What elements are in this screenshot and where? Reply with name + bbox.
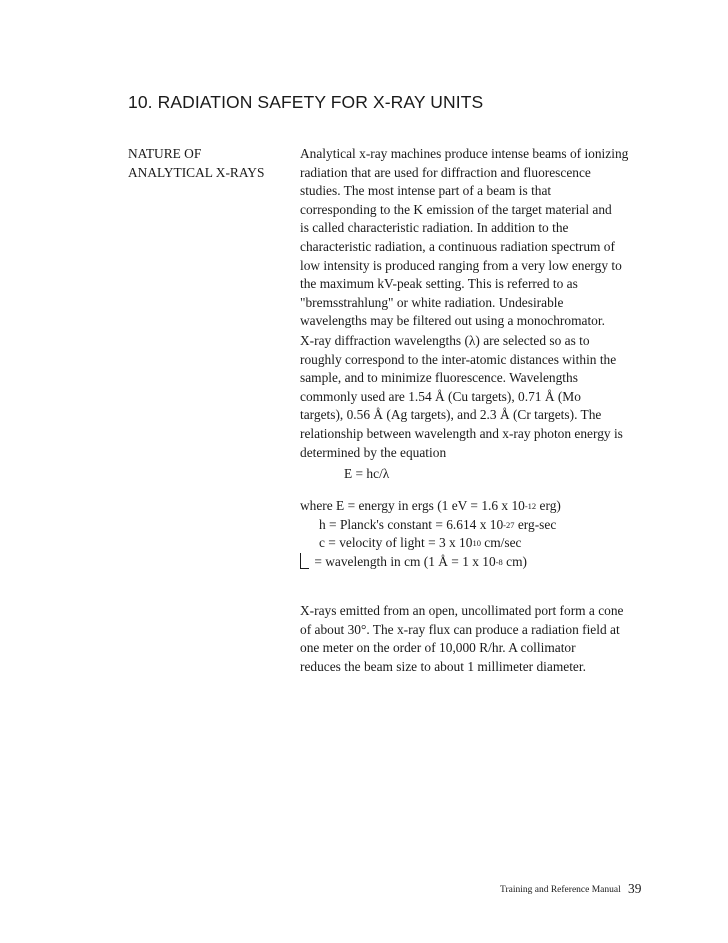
text-line: roughly correspond to the inter-atomic distances within the xyxy=(300,351,617,367)
text-line: corresponding to the K emission of the target material and xyxy=(300,201,612,217)
definition-energy: where E = energy in ergs (1 eV = 1.6 x 10-12 erg) xyxy=(300,498,561,513)
text-line: determined by the equation xyxy=(300,444,447,460)
text-line: targets), 0.56 Å (Ag targets), and 2.3 Å (Cr targets). The xyxy=(300,407,602,423)
text-line: of about 30°. The x-ray flux can produce a radiation field at xyxy=(300,621,620,637)
definition-planck: h = Planck's constant = 6.614 x 10-27 erg-sec xyxy=(319,516,557,532)
text-line: low intensity is produced ranging from a very low energy to xyxy=(300,257,622,273)
text-line: reduces the beam size to about 1 millimeter diameter. xyxy=(300,658,586,674)
lambda-glyph-icon xyxy=(300,553,309,569)
definition-wavelength: = wavelength in cm (1 Å = 1 x 10-8 cm) xyxy=(300,553,625,572)
text-line: X-ray diffraction wavelengths (λ) are selected so as to xyxy=(300,333,590,348)
section-label-line: ANALYTICAL X-RAYS xyxy=(128,164,265,180)
equation-definitions xyxy=(300,497,625,571)
text-line: sample, and to minimize fluorescence. Wavelengths xyxy=(300,370,578,386)
page-number: 39 xyxy=(628,881,642,896)
text-line: radiation that are used for diffraction and fluorescence xyxy=(300,164,591,180)
text-line: wavelengths may be filtered out using a monochromator. xyxy=(300,313,605,329)
text-line: one meter on the order of 10,000 R/hr. A collimator xyxy=(300,640,576,656)
energy-equation: E = hc/λ xyxy=(344,466,390,481)
text-line: "bremsstrahlung" or white radiation. Undesirable xyxy=(300,294,564,310)
text-line: X-rays emitted from an open, uncollimated port form a cone xyxy=(300,603,624,618)
text-line: characteristic radiation, a continuous radiation spectrum of xyxy=(300,238,615,254)
text-line: the maximum kV-peak setting. This is referred to as xyxy=(300,276,578,292)
page-title: 10. RADIATION SAFETY FOR X-RAY UNITS xyxy=(128,92,484,112)
text-line: relationship between wavelength and x-ray photon energy is xyxy=(300,425,623,441)
text-line: studies. The most intense part of a beam is that xyxy=(300,183,552,199)
footer-manual-title: Training and Reference Manual xyxy=(500,885,621,895)
paragraph-nature-of-xrays xyxy=(300,145,629,331)
paragraph-collimator xyxy=(300,602,625,676)
text-line: Analytical x-ray machines produce intense beams of ionizing xyxy=(300,146,629,161)
section-label xyxy=(128,145,264,182)
text-line: is called characteristic radiation. In addition to the xyxy=(300,220,569,236)
paragraph-wavelengths xyxy=(300,332,625,462)
text-line: commonly used are 1.54 Å (Cu targets), 0.71 Å (Mo xyxy=(300,388,581,404)
section-label-line: NATURE OF xyxy=(128,146,202,161)
definition-light-velocity: c = velocity of light = 3 x 1010 cm/sec xyxy=(319,535,522,551)
